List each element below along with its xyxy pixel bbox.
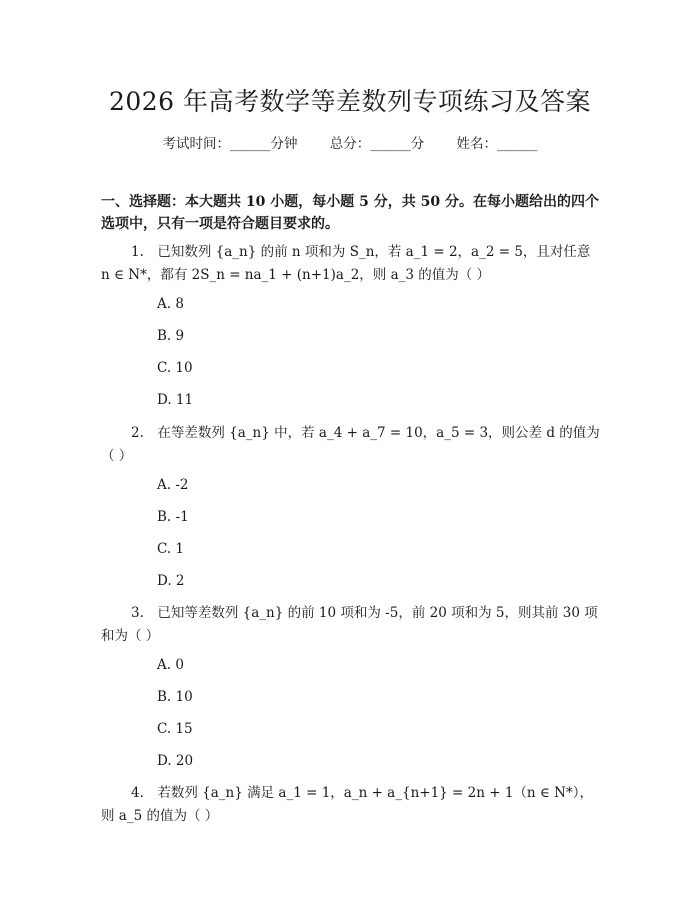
total-score: 总分：______分 (329, 136, 425, 152)
question-3-option-c: C. 15 (157, 721, 193, 737)
question-3-option-d: D. 20 (157, 753, 194, 769)
question-2: 2. 在等差数列 {a_n} 中，若 a_4 + a_7 = 10，a_5 = 3，则公差 d 的值为（ ） (101, 425, 600, 464)
exam-meta (0, 132, 700, 152)
question-2-option-d: D. 2 (157, 573, 185, 589)
question-1-option-b: B. 9 (157, 328, 185, 344)
question-1-option-a: A. 8 (157, 296, 184, 312)
student-name: 姓名：______ (456, 136, 538, 152)
section-heading: 一、选择题：本大题共 10 小题，每小题 5 分，共 50 分。在每小题给出的四个选项中，只有一项是符合题目要求的。 (101, 194, 599, 232)
question-2-option-a: A. -2 (157, 477, 189, 493)
question-3-option-a: A. 0 (157, 657, 184, 673)
question-1-option-c: C. 10 (157, 360, 193, 376)
page-title: 2026 年高考数学等差数列专项练习及答案 (108, 87, 592, 116)
question-1: 1. 已知数列 {a_n} 的前 n 项和为 S_n，若 a_1 = 2，a_2 = 5，且对任意 n ∈ N*，都有 2S_n = na_1 + (n+1)a_2，则 a_3 的值为（ ） (101, 244, 591, 283)
question-4: 4. 若数列 {a_n} 满足 a_1 = 1，a_n + a_{n+1} = 2n + 1（n ∈ N*），则 a_5 的值为（ ） (101, 785, 593, 824)
question-2-option-b: B. -1 (157, 509, 189, 525)
question-3-option-b: B. 10 (157, 689, 193, 705)
question-3: 3. 已知等差数列 {a_n} 的前 10 项和为 -5，前 20 项和为 5，则其前 30 项和为（ ） (101, 605, 598, 644)
question-2-option-c: C. 1 (157, 541, 185, 557)
question-1-option-d: D. 11 (157, 392, 194, 408)
exam-time: 考试时间：______分钟 (162, 136, 298, 152)
